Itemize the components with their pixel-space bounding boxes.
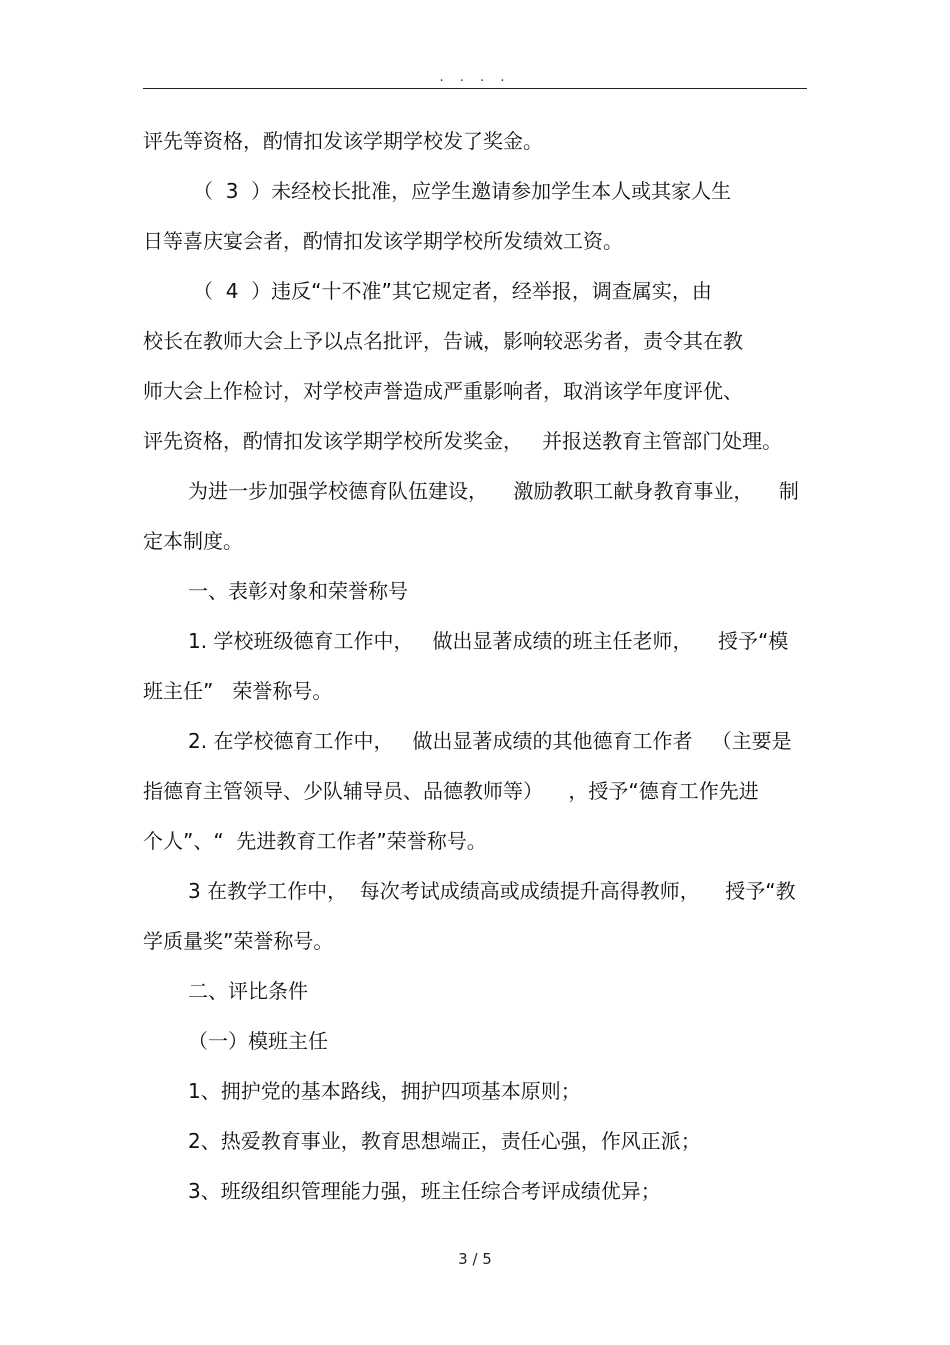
text-line: （ 3 ）未经校长批准，应学生邀请参加学生本人或其家人生 <box>193 179 732 203</box>
text-line: 个人”、“ 先进教育工作者”荣誉称号。 <box>143 829 487 853</box>
text-line: 班主任” 荣誉称号。 <box>143 679 333 703</box>
text-line: 2. 在学校德育工作中， 做出显著成绩的其他德育工作者 （主要是 <box>188 729 792 753</box>
header-dots: . . . . <box>439 70 511 85</box>
page-number: 3 / 5 <box>458 1250 492 1268</box>
header-rule <box>143 88 807 89</box>
list-item: 2、热爱教育事业，教育思想端正，责任心强，作风正派； <box>188 1129 701 1153</box>
text-line: 师大会上作检讨，对学校声誉造成严重影响者，取消该学年度评优、 <box>143 379 743 403</box>
list-item: 3、班级组织管理能力强，班主任综合考评成绩优异； <box>188 1179 661 1203</box>
text-line: 指德育主管领导、少队辅导员、品德教师等） ，授予“德育工作先进 <box>143 779 759 803</box>
text-line: 为进一步加强学校德育队伍建设， 激励教职工献身教育事业， 制 <box>188 479 799 503</box>
text-line: 评先等资格，酌情扣发该学期学校发了奖金。 <box>143 129 543 153</box>
text-line: 评先资格，酌情扣发该学期学校所发奖金， 并报送教育主管部门处理。 <box>143 429 783 453</box>
text-line: 3 在教学工作中， 每次考试成绩高或成绩提升高得教师， 授予“教 <box>188 879 796 903</box>
text-line: 定本制度。 <box>143 529 243 553</box>
text-line: （ 4 ）违反“十不准”其它规定者，经举报，调查属实，由 <box>193 279 712 303</box>
text-line: 日等喜庆宴会者，酌情扣发该学期学校所发绩效工资。 <box>143 229 623 253</box>
section-heading: 二、评比条件 <box>188 979 308 1003</box>
text-line: 校长在教师大会上予以点名批评，告诫，影响较恶劣者，责令其在教 <box>143 329 743 353</box>
list-item: 1、拥护党的基本路线，拥护四项基本原则； <box>188 1079 581 1103</box>
text-line: 学质量奖”荣誉称号。 <box>143 929 334 953</box>
section-heading: 一、表彰对象和荣誉称号 <box>188 579 408 603</box>
text-line: 1. 学校班级德育工作中， 做出显著成绩的班主任老师， 授予“模 <box>188 629 789 653</box>
subsection-heading: （一）模班主任 <box>188 1029 328 1053</box>
